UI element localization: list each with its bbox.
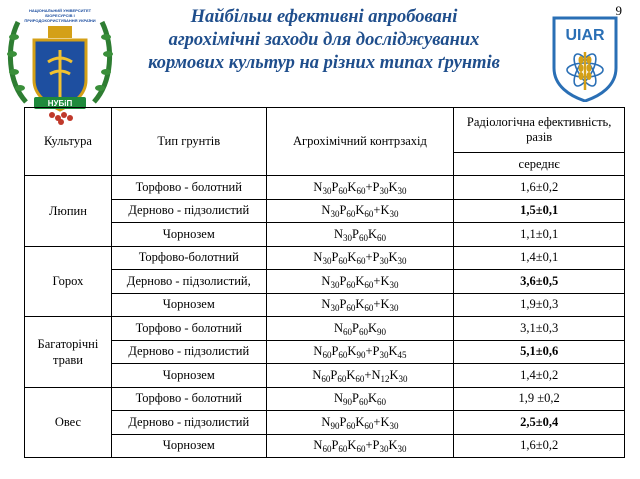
measure-cell	[266, 364, 454, 388]
soil-cell: Чорнозем	[111, 364, 266, 388]
measure-dose: 60	[346, 303, 356, 314]
measure-dose: 30	[389, 279, 399, 290]
measure-cell	[266, 199, 454, 223]
table-row	[25, 246, 625, 270]
uiar-text: UIAR	[565, 27, 605, 44]
measure-dose: 30	[389, 420, 399, 431]
measure-element: N	[321, 203, 331, 218]
measure-cell	[266, 246, 454, 270]
measure-dose: 30	[398, 373, 408, 384]
measure-dose: 60	[356, 256, 366, 267]
measure-dose: 60	[338, 256, 348, 267]
soil-cell: Дерново - підзолистий,	[111, 270, 266, 294]
measure-dose: 60	[322, 444, 332, 455]
measure-element: K	[389, 367, 399, 382]
measure-element: K	[388, 344, 398, 359]
measure-element: P	[331, 344, 339, 359]
measure-element: K	[355, 203, 365, 218]
uiar-logo	[552, 16, 618, 102]
table-row	[25, 199, 625, 223]
measure-element: N	[312, 367, 322, 382]
measure-dose: 90	[342, 397, 352, 408]
measure-element: N	[313, 344, 323, 359]
table-row	[25, 364, 625, 388]
measure-element: K	[355, 414, 365, 429]
measure-element: K	[355, 273, 365, 288]
measure-element: N	[313, 438, 323, 453]
soil-cell: Чорнозем	[111, 434, 266, 458]
table-row	[25, 340, 625, 364]
measure-element: N	[333, 226, 343, 241]
measure-element: P	[339, 414, 347, 429]
measure-element: K	[347, 344, 357, 359]
measure-dose: 12	[380, 373, 390, 384]
measure-dose: 60	[346, 209, 356, 220]
table-row	[25, 434, 625, 458]
measure-cell	[266, 176, 454, 200]
measure-dose: 30	[330, 279, 340, 290]
table-row	[25, 223, 625, 247]
table-row	[25, 317, 625, 341]
efficiency-value: 1,6±0,2	[454, 176, 625, 200]
logo-text: НАЦІОНАЛЬНИЙ УНІВЕРСИТЕТ БІОРЕСУРСІВ І ПРИРОДОКОРИСТУВАННЯ УКРАЇНИ	[24, 8, 96, 23]
measure-dose: 60	[364, 279, 374, 290]
header-soil: Тип грунтів	[111, 108, 266, 176]
measure-element: K	[388, 438, 398, 453]
measure-dose: 30	[389, 303, 399, 314]
measure-dose: 90	[330, 420, 340, 431]
efficiency-value: 5,1±0,6	[454, 340, 625, 364]
measure-cell	[266, 223, 454, 247]
measure-cell	[266, 317, 454, 341]
measure-element: K	[388, 179, 398, 194]
measure-element: K	[355, 297, 365, 312]
measure-dose: 30	[322, 185, 332, 196]
measure-element: +P	[365, 179, 380, 194]
measure-element: N	[321, 273, 331, 288]
measure-dose: 60	[364, 303, 374, 314]
header-average: середнє	[454, 153, 625, 176]
measure-element: P	[331, 250, 339, 265]
measure-dose: 60	[342, 326, 352, 337]
measure-dose: 30	[330, 303, 340, 314]
efficiency-value: 2,5±0,4	[454, 411, 625, 435]
efficiency-value: 1,4±0,2	[454, 364, 625, 388]
measure-dose: 60	[355, 373, 365, 384]
measure-element: P	[330, 367, 338, 382]
measure-element: N	[313, 179, 323, 194]
table-body	[25, 176, 625, 458]
measure-cell	[266, 270, 454, 294]
slide-number: 9	[615, 3, 622, 18]
measure-element: +P	[365, 438, 380, 453]
efficiency-value: 1,9 ±0,2	[454, 387, 625, 411]
efficiency-value: 1,9±0,3	[454, 293, 625, 317]
measure-dose: 60	[338, 185, 348, 196]
measure-element: N	[313, 250, 323, 265]
measure-element: N	[321, 297, 331, 312]
efficiency-value: 1,6±0,2	[454, 434, 625, 458]
measure-dose: 90	[356, 350, 366, 361]
efficiency-value: 1,1±0,1	[454, 223, 625, 247]
table-row	[25, 270, 625, 294]
crop-cell: Багаторічні трави	[25, 317, 112, 388]
measure-element: K	[367, 391, 377, 406]
slide-title	[118, 6, 530, 75]
measure-dose: 30	[342, 232, 352, 243]
measure-dose: 60	[358, 326, 368, 337]
soil-cell: Торфово - болотний	[111, 387, 266, 411]
measure-dose: 45	[397, 350, 407, 361]
measure-element: +K	[373, 414, 390, 429]
crop-cell: Люпин	[25, 176, 112, 247]
title-line-3: кормових культур на різних типах ґрунтів	[148, 53, 500, 73]
measure-dose: 60	[356, 185, 366, 196]
soil-cell: Дерново - підзолистий	[111, 199, 266, 223]
crop-cell: Овес	[25, 387, 112, 458]
measure-dose: 30	[379, 350, 389, 361]
measure-dose: 60	[346, 279, 356, 290]
measure-cell	[266, 434, 454, 458]
measure-dose: 60	[358, 397, 368, 408]
measure-dose: 30	[397, 444, 407, 455]
efficiency-value: 1,4±0,1	[454, 246, 625, 270]
efficiency-value: 3,1±0,3	[454, 317, 625, 341]
measure-dose: 60	[346, 420, 356, 431]
logo-banner: НУБіП	[47, 99, 73, 108]
crop-cell: Горох	[25, 246, 112, 317]
measure-dose: 60	[376, 232, 386, 243]
measure-element: P	[339, 203, 347, 218]
measure-element: K	[347, 438, 357, 453]
measure-cell	[266, 293, 454, 317]
table-row	[25, 293, 625, 317]
soil-cell: Дерново - підзолистий	[111, 340, 266, 364]
measure-dose: 60	[321, 373, 331, 384]
soil-cell: Дерново - підзолистий	[111, 411, 266, 435]
measure-element: K	[347, 250, 357, 265]
agrochemical-table	[24, 107, 625, 458]
measure-dose: 60	[338, 350, 348, 361]
measure-element: K	[347, 179, 357, 194]
measure-element: +P	[365, 344, 380, 359]
measure-cell	[266, 411, 454, 435]
table-row	[25, 411, 625, 435]
measure-dose: 30	[330, 209, 340, 220]
measure-element: P	[351, 320, 359, 335]
header-measure: Агрохімічний контрзахід	[266, 108, 454, 176]
table-row	[25, 176, 625, 200]
measure-element: K	[367, 226, 377, 241]
soil-cell: Чорнозем	[111, 293, 266, 317]
measure-element: P	[331, 438, 339, 453]
measure-element: K	[346, 367, 356, 382]
measure-dose: 30	[397, 256, 407, 267]
measure-element: +N	[364, 367, 381, 382]
title-line-1: Найбільш ефективні апробовані	[190, 7, 458, 27]
header-efficiency: Радіологічна ефективність, разів	[454, 108, 625, 153]
measure-element: P	[351, 226, 359, 241]
measure-element: K	[388, 250, 398, 265]
soil-cell: Чорнозем	[111, 223, 266, 247]
measure-cell	[266, 340, 454, 364]
efficiency-value: 3,6±0,5	[454, 270, 625, 294]
measure-element: +K	[373, 297, 390, 312]
soil-cell: Торфово - болотний	[111, 317, 266, 341]
header-crop: Культура	[25, 108, 112, 176]
measure-dose: 60	[338, 444, 348, 455]
measure-dose: 90	[376, 326, 386, 337]
measure-element: N	[321, 414, 331, 429]
measure-element: P	[339, 297, 347, 312]
measure-dose: 60	[356, 444, 366, 455]
measure-element: K	[367, 320, 377, 335]
measure-dose: 30	[397, 185, 407, 196]
measure-element: N	[333, 320, 343, 335]
measure-dose: 30	[379, 256, 389, 267]
measure-dose: 60	[337, 373, 347, 384]
measure-dose: 30	[322, 256, 332, 267]
table-row	[25, 387, 625, 411]
measure-dose: 60	[376, 397, 386, 408]
measure-element: +K	[373, 273, 390, 288]
measure-element: +K	[373, 203, 390, 218]
title-line-2: агрохімічні заходи для досліджуваних	[168, 30, 480, 50]
soil-cell: Торфово-болотний	[111, 246, 266, 270]
measure-dose: 30	[389, 209, 399, 220]
measure-dose: 60	[322, 350, 332, 361]
soil-cell: Торфово - болотний	[111, 176, 266, 200]
measure-element: +P	[365, 250, 380, 265]
measure-element: P	[339, 273, 347, 288]
measure-dose: 60	[364, 420, 374, 431]
efficiency-value: 1,5±0,1	[454, 199, 625, 223]
measure-element: P	[351, 391, 359, 406]
measure-element: N	[333, 391, 343, 406]
measure-element: P	[331, 179, 339, 194]
measure-dose: 30	[379, 444, 389, 455]
measure-dose: 60	[364, 209, 374, 220]
measure-cell	[266, 387, 454, 411]
measure-dose: 30	[379, 185, 389, 196]
measure-dose: 60	[358, 232, 368, 243]
